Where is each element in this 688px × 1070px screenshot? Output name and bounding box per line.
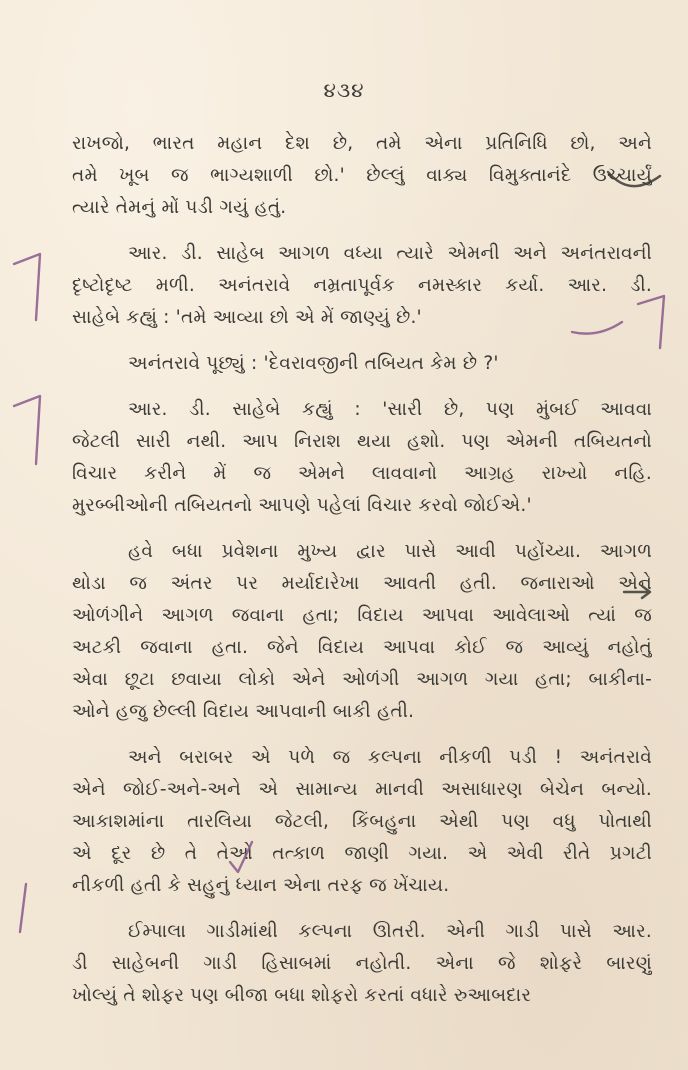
text-line: એને જોઈ-અને-અને એ સામાન્ય માનવી અસાધારણ બેચેન બન્યો. [72,779,652,800]
text-line: સાહેબે કહ્યું : 'તમે આવ્યા છો એ મેં જાણ્યું છે.' [72,307,422,328]
text-line: રાખજો, ભારત મહાન દેશ છે, તમે એના પ્રતિનિધિ છો, અને [72,133,652,154]
text-line: અને બરાબર એ પળે જ કલ્પના નીકળી પડી ! અનંતરાવે [128,747,652,768]
paragraph [72,348,652,380]
text-line: અનંતરાવે પૂછ્યું : 'દેવરાવજીની તબિયત કેમ છે ?' [128,353,499,374]
text-line: ઓળંગીને આગળ જવાના હતા; વિદાય આપવા આવેલાઓ ત્યાં જ [72,605,652,626]
margin-pencil-mark [630,290,680,360]
text-line: થોડા જ અંતર પર મર્યાદારેખા આવતી હતી. જનારાઓ એને [72,573,652,594]
text-line: આર. ડી. સાહેબ આગળ વધ્યા ત્યારે એમની અને અનંતરાવની [128,243,652,264]
page-number: ૪૩૪ [323,78,365,102]
text-line: હવે બધા પ્રવેશના મુખ્ય દ્વાર પાસે આવી પહોંચ્યા. આગળ [128,541,652,562]
body-text [72,128,652,1026]
text-line: ત્યારે તેમનું મોં પડી ગયું હતું. [72,197,287,218]
text-line: મુરબ્બીઓની તબિયતનો આપણે પહેલાં વિચાર કરવો જોઈએ.' [72,495,532,516]
underline-pencil-mark [568,318,628,340]
text-line: આર. ડી. સાહેબે કહ્યું : 'સારી છે, પણ મુંબઈ આવવા [128,399,652,420]
text-line: ખોલ્યું તે શોફર પણ બીજા બધા શોફરો કરતાં વધારે રુઆબદાર [72,985,532,1006]
text-line: જેટલી સારી નથી. આપ નિરાશ થયા હશો. પણ એમની તબિયતનો [72,431,652,452]
text-line: ઈમ્પાલા ગાડીમાંથી કલ્પના ઊતરી. એની ગાડી પાસે આર. [128,921,652,942]
margin-pencil-mark [10,392,50,472]
text-line: અટકી જવાના હતા. જેને વિદાય આપવા કોઈ જ આવ્યું નહોતું [72,637,652,658]
text-line: ડી સાહેબની ગાડી હિસાબમાં નહોતી. એના જે શોફરે બારણું [72,953,652,974]
text-line: દૃષ્ટોદૃષ્ટ મળી. અનંતરાવે નમ્રતાપૂર્વક નમસ્કાર કર્યા. આર. ડી. [72,275,652,296]
paragraph [72,916,652,1012]
text-line: તમે ખૂબ જ ભાગ્યશાળી છો.' છેલ્લું વાક્ય વિમુક્તાનંદે ઉચ્ચાર્યું [72,165,652,186]
text-line: એ દૂર છે તે તેઓ તત્કાળ જાણી ગયા. એ એવી રીતે પ્રગટી [72,843,652,864]
text-line: આકાશમાંના તારલિયા જેટલી, કિંબહુના એથી પણ વધુ પોતાથી [72,811,652,832]
margin-pencil-mark [10,250,50,330]
paragraph [72,128,652,224]
text-line: ઓને હજુ છેલ્લી વિદાય આપવાની બાકી હતી. [72,701,415,722]
check-pencil-mark [226,838,256,878]
text-line: નીકળી હતી કે સહુનું ધ્યાન એના તરફ જ ખેંચાય. [72,875,450,896]
paragraph [72,742,652,902]
text-line: વિચાર કરીને મેં જ એમને લાવવાનો આગ્રહ રાખ્યો નહિ. [72,463,652,484]
paragraph [72,536,652,728]
margin-pencil-mark [6,880,36,940]
text-line: એવા છૂટા છવાયા લોકો એને ઓળંગી આગળ ગયા હતા; બાકીના- [72,669,652,690]
paragraph [72,394,652,522]
paragraph [72,238,652,334]
margin-pencil-mark [604,168,664,202]
arrow-pencil-mark [622,582,656,602]
